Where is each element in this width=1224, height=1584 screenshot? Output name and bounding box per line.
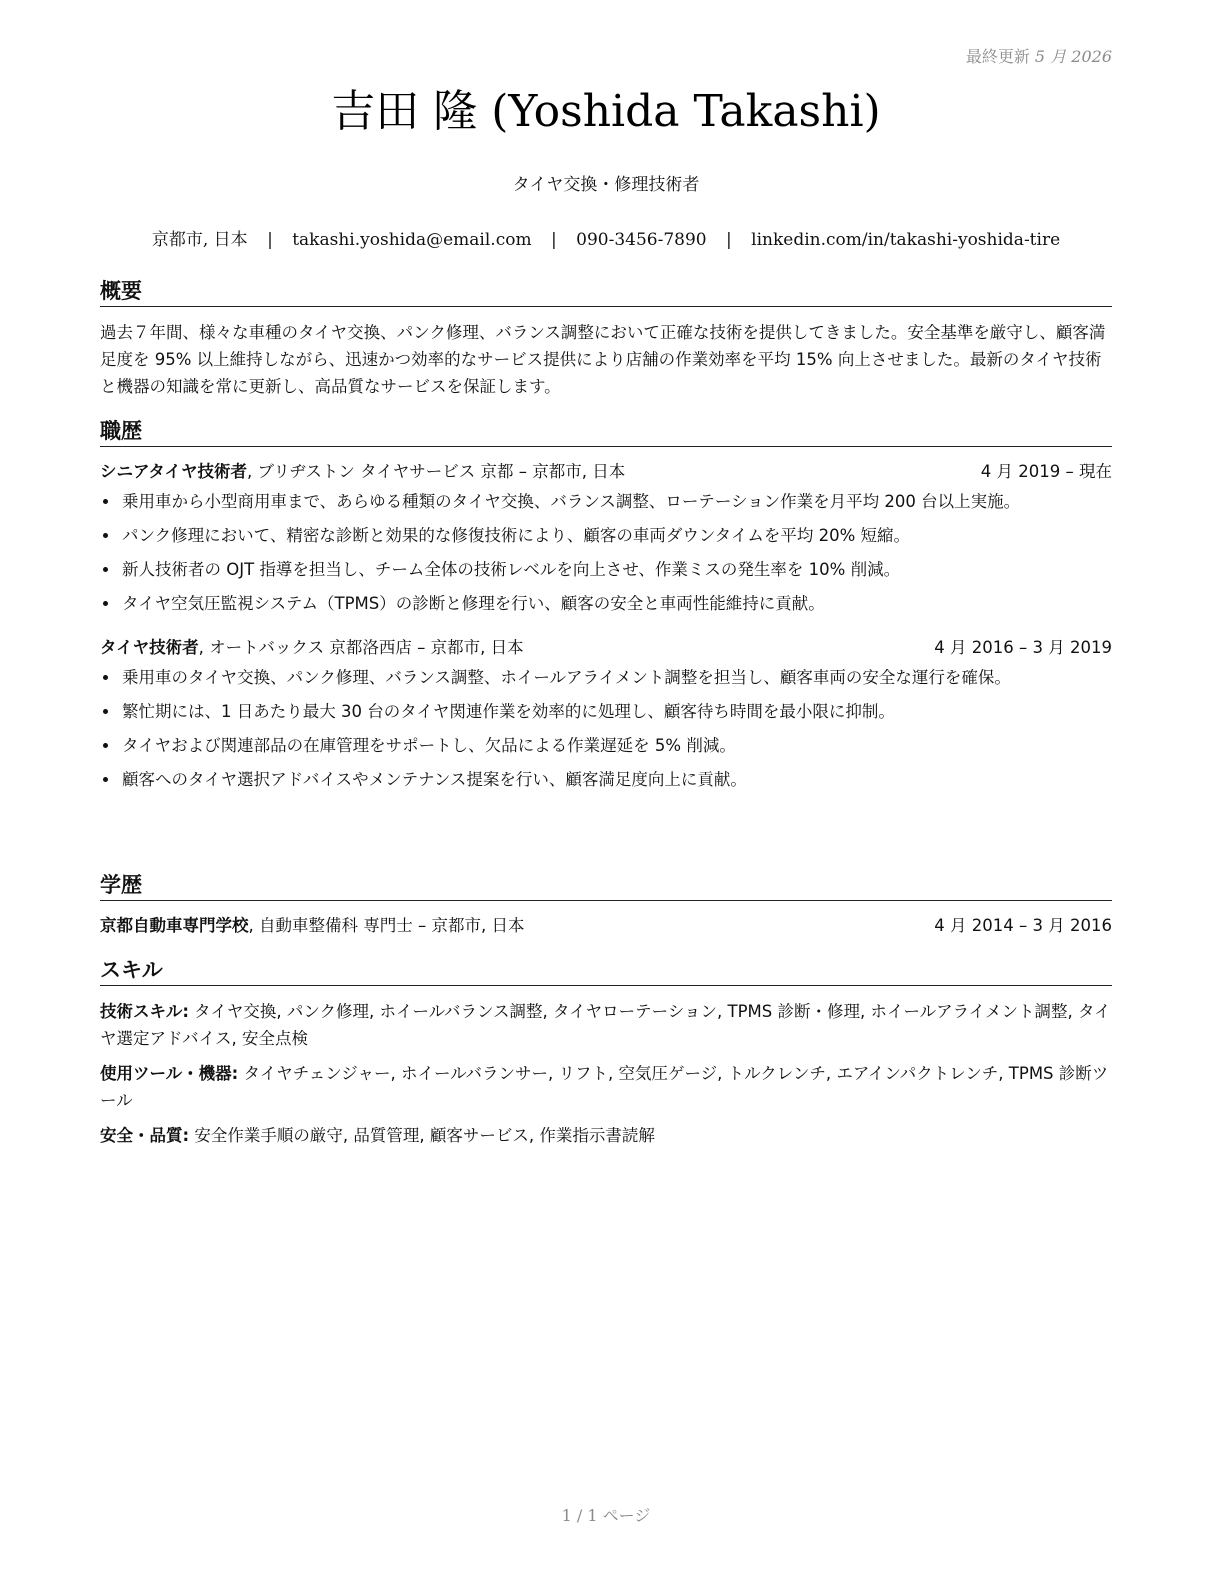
job-dates: 4 月 2016 – 3 月 2019 xyxy=(934,638,1112,657)
education-school: 京都自動車専門学校 xyxy=(100,916,249,935)
job-entry xyxy=(100,459,1112,617)
skill-row xyxy=(100,998,1112,1052)
last-updated-date: 5 月 2026 xyxy=(1034,47,1112,66)
skill-value: 安全作業手順の厳守, 品質管理, 顧客サービス, 作業指示書読解 xyxy=(189,1126,655,1145)
section-title-skills: スキル xyxy=(100,957,1112,986)
skill-row xyxy=(100,1060,1112,1114)
section-title-education: 学歴 xyxy=(100,872,1112,901)
job-bullet: • 新人技術者の OJT 指導を担当し、チーム全体の技術レベルを向上させ、作業ミスの発生率を 10% 削減。 xyxy=(120,557,1112,583)
education-school-detail xyxy=(100,913,524,939)
skills-section xyxy=(100,957,1112,1157)
job-bullets xyxy=(100,665,1112,793)
job-bullet: • 乗用車のタイヤ交換、パンク修理、バランス調整、ホイールアライメント調整を担当し、顧客車両の安全な運行を確保。 xyxy=(120,665,1112,691)
job-role: シニアタイヤ技術者 xyxy=(100,462,248,481)
skill-label: 技術スキル: xyxy=(100,1002,189,1021)
contact-separator: | xyxy=(726,230,732,250)
job-dates: 4 月 2019 – 現在 xyxy=(980,462,1112,481)
skill-label: 安全・品質: xyxy=(100,1126,190,1145)
education-entry xyxy=(100,913,1112,939)
contact-linkedin[interactable]: linkedin.com/in/takashi-yoshida-tire xyxy=(751,230,1061,250)
last-updated-label: 最終更新 xyxy=(965,47,1030,66)
last-updated xyxy=(966,44,1112,67)
contact-email[interactable]: takashi.yoshida@email.com xyxy=(292,230,532,250)
education-detail: , 自動車整備科 専門士 – 京都市, 日本 xyxy=(248,916,525,935)
job-bullet: • 顧客へのタイヤ選択アドバイスやメンテナンス提案を行い、顧客満足度向上に貢献。 xyxy=(120,767,1112,793)
section-title-experience: 職歴 xyxy=(100,418,1112,447)
skill-label: 使用ツール・機器: xyxy=(100,1064,239,1083)
job-bullet: • 乗用車から小型商用車まで、あらゆる種類のタイヤ交換、バランス調整、ローテーション作業を月平均 200 台以上実施。 xyxy=(120,489,1112,515)
job-bullet: • パンク修理において、精密な診断と効果的な修復技術により、顧客の車両ダウンタイムを平均 20% 短縮。 xyxy=(120,523,1112,549)
job-role-org xyxy=(100,635,524,661)
job-entry xyxy=(100,635,1112,793)
job-title: タイヤ交換・修理技術者 xyxy=(512,175,700,195)
resume-page xyxy=(100,0,1112,1584)
education-dates: 4 月 2014 – 3 月 2016 xyxy=(934,916,1112,935)
page-number: 1 / 1 ページ xyxy=(561,1506,651,1525)
contact-location: 京都市, 日本 xyxy=(151,230,248,250)
job-bullet: • タイヤおよび関連部品の在庫管理をサポートし、欠品による作業遅延を 5% 削減。 xyxy=(120,733,1112,759)
experience-section xyxy=(100,418,1112,801)
contact-separator: | xyxy=(550,230,557,250)
summary-section xyxy=(100,278,1112,400)
job-org: , ブリヂストン タイヤサービス 京都 – 京都市, 日本 xyxy=(247,462,626,481)
job-header xyxy=(100,635,1112,661)
job-org: , オートバックス 京都洛西店 – 京都市, 日本 xyxy=(198,638,524,657)
job-role-org xyxy=(100,459,625,485)
skill-value: タイヤチェンジャー, ホイールバランサー, リフト, 空気圧ゲージ, トルクレンチ, エアインパクトレンチ, TPMS 診断ツール xyxy=(100,1064,1109,1110)
contact-separator: | xyxy=(267,230,273,250)
job-bullet: • タイヤ空気圧監視システム（TPMS）の診断と修理を行い、顧客の安全と車両性能維持に貢献。 xyxy=(120,591,1112,617)
education-section xyxy=(100,872,1112,939)
section-title-summary: 概要 xyxy=(100,278,1112,307)
job-role: タイヤ技術者 xyxy=(100,638,199,657)
job-header xyxy=(100,459,1112,485)
skill-row xyxy=(100,1122,1112,1149)
candidate-name: 吉田 隆 (Yoshida Takashi) xyxy=(331,86,881,137)
skill-value: タイヤ交換, パンク修理, ホイールバランス調整, タイヤローテーション, TPMS 診断・修理, ホイールアライメント調整, タイヤ選定アドバイス, 安全点検 xyxy=(100,1002,1111,1048)
summary-text: 過去７年間、様々な車種のタイヤ交換、パンク修理、バランス調整において正確な技術を提供してきました。安全基準を厳守し、顧客満足度を 95% 以上維持しながら、迅速かつ効率的なサービス提供により店舗の作業効率を平均 15% 向上させました。最新のタイヤ技術と機器の知識を常に更新し、高品質なサービスを保証します。 xyxy=(100,323,1106,396)
job-bullets xyxy=(100,489,1112,617)
contact-line xyxy=(100,225,1112,250)
contact-phone[interactable]: 090-3456-7890 xyxy=(576,230,707,250)
job-bullet: • 繁忙期には、1 日あたり最大 30 台のタイヤ関連作業を効率的に処理し、顧客待ち時間を最小限に抑制。 xyxy=(120,699,1112,725)
